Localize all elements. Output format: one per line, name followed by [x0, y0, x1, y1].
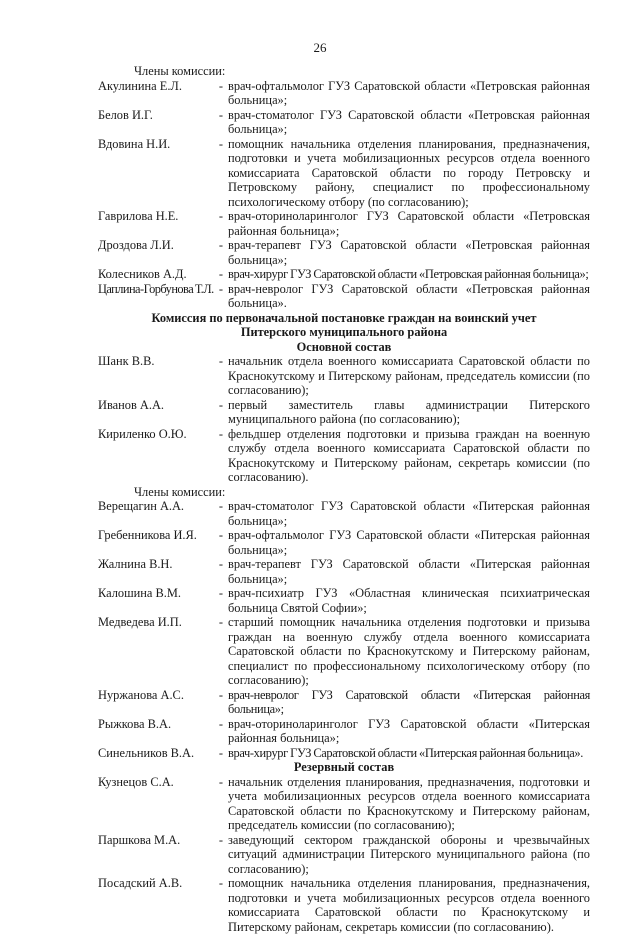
dash-separator: - — [218, 745, 224, 760]
member-row — [98, 427, 590, 485]
dash-separator: - — [218, 557, 224, 571]
member-name: Акулинина Е.Л. — [98, 78, 182, 93]
member-position: начальник отделения планирования, предназначения, подготовки и учета мобилизационных ресурсов отдела военного комиссариата Саратовской области по Краснокутскому и Питерскому районам, председатель комиссии (по согласованию); — [228, 774, 590, 832]
dash-separator: - — [218, 267, 224, 281]
member-name: Кузнецов С.А. — [98, 774, 174, 789]
member-name: Рыжкова В.А. — [98, 716, 172, 731]
dash-separator: - — [218, 832, 224, 847]
member-row — [98, 499, 590, 528]
dash-separator: - — [218, 209, 224, 223]
member-position: заведующий сектором гражданской обороны и чрезвычайных ситуаций администрации Питерского муниципального района (по согласованию); — [228, 832, 590, 876]
member-row — [98, 282, 590, 311]
dash-separator: - — [218, 716, 224, 731]
member-position: врач-оториноларинголог ГУЗ Саратовской области «Питерская районная больница»; — [228, 716, 590, 745]
section-heading: Питерского муниципального района — [240, 325, 448, 339]
member-name: Верещагин А.А. — [98, 499, 185, 513]
member-name: Иванов А.А. — [98, 397, 165, 412]
member-position: первый заместитель главы администрации Питерского муниципального района (по согласованию); — [228, 397, 590, 426]
dash-separator: - — [218, 136, 224, 151]
member-position: врач-оториноларинголог ГУЗ Саратовской области «Петровская районная больница»; — [228, 209, 590, 238]
member-position: врач-офтальмолог ГУЗ Саратовской области «Петровская районная больница»; — [228, 78, 590, 107]
member-position: фельдшер отделения подготовки и призыва граждан на военную службу отдела военного комиссариата Саратовской области по Краснокутскому и Питерскому районам, секретарь комиссии (по согласованию). — [228, 426, 590, 484]
page-number: 26 — [313, 40, 327, 55]
member-row — [98, 586, 590, 615]
document-body — [98, 64, 590, 934]
dash-separator: - — [218, 107, 224, 122]
member-row — [98, 267, 590, 282]
dash-separator: - — [218, 426, 224, 441]
member-name: Жалнина В.Н. — [98, 557, 173, 571]
member-position: врач-терапевт ГУЗ Саратовской области «Питерская районная больница»; — [228, 557, 590, 586]
member-name: Калошина В.М. — [98, 586, 181, 600]
member-row — [98, 775, 590, 833]
member-position: врач-невролог ГУЗ Саратовской области «Петровская районная больница». — [228, 281, 590, 310]
member-name: Нуржанова А.С. — [98, 687, 184, 702]
member-name: Дроздова Л.И. — [98, 238, 174, 252]
member-position: помощник начальника отделения планирования, предназначения, подготовки и учета мобилизационных ресурсов отдела военного комиссариата Саратовской области по городу Петровску и Петровскому району, специалист по профессиональному психологическому отбору (по согласованию); — [228, 136, 590, 209]
members-label: Члены комиссии: — [134, 64, 226, 78]
member-position: врач-невролог ГУЗ Саратовской области «Питерская районная больница»; — [228, 687, 590, 716]
member-row — [98, 238, 590, 267]
member-row — [98, 398, 590, 427]
member-row — [98, 528, 590, 557]
member-position: врач-стоматолог ГУЗ Саратовской области «Питерская районная больница»; — [228, 499, 590, 528]
member-row — [98, 137, 590, 210]
member-row — [98, 688, 590, 717]
member-name: Гаврилова Н.Е. — [98, 209, 179, 223]
member-row — [98, 876, 590, 934]
member-row — [98, 717, 590, 746]
members-label: Члены комиссии: — [134, 484, 226, 499]
dash-separator: - — [218, 238, 224, 252]
dash-separator: - — [218, 586, 224, 600]
member-position: врач-психиатр ГУЗ «Областная клиническая психиатрическая больница Святой Софии»; — [228, 586, 590, 615]
member-name: Шанк В.В. — [98, 354, 155, 368]
member-name: Гребенникова И.Я. — [98, 528, 197, 542]
member-row — [98, 108, 590, 137]
dash-separator: - — [218, 281, 224, 296]
member-name: Цаплина-Горбунова Т.Л. — [98, 281, 214, 296]
member-position: помощник начальника отделения планирования, предназначения, подготовки и учета мобилизационных ресурсов отдела военного комиссариата Саратовской области по Краснокутскому и Питерскому районам, секретарь комиссии (по согласованию). — [228, 876, 590, 934]
member-name: Посадский А.В. — [98, 876, 183, 890]
member-position: врач-стоматолог ГУЗ Саратовской области «Петровская районная больница»; — [228, 107, 590, 136]
member-name: Белов И.Г. — [98, 107, 153, 122]
member-row — [98, 746, 590, 761]
dash-separator: - — [218, 774, 224, 789]
member-row — [98, 79, 590, 108]
member-row — [98, 354, 590, 398]
section-heading: Основной состав — [296, 339, 392, 354]
member-position: старший помощник начальника отделения подготовки и призыва граждан на военную службу отдела военного комиссариата Саратовской области по Краснокутскому и Питерскому районам, специалист по профессиональному психологическому отбору (по согласованию); — [228, 615, 590, 687]
dash-separator: - — [218, 354, 224, 368]
section-heading: Комиссия по первоначальной постановке граждан на воинский учет — [151, 310, 537, 325]
member-row — [98, 615, 590, 688]
member-position: врач-терапевт ГУЗ Саратовской области «Петровская районная больница»; — [228, 238, 590, 267]
member-name: Синельников В.А. — [98, 745, 195, 760]
member-position: врач-хирург ГУЗ Саратовской области «Петровская районная больница»; — [228, 267, 589, 281]
member-row — [98, 557, 590, 586]
section-heading: Резервный состав — [293, 760, 395, 774]
member-row — [98, 209, 590, 238]
member-position: начальник отдела военного комиссариата Саратовской области по Краснокутскому и Питерскому районам, председатель комиссии (по согласованию); — [228, 354, 590, 397]
dash-separator: - — [218, 615, 224, 629]
dash-separator: - — [218, 397, 224, 412]
member-name: Колесников А.Д. — [98, 267, 187, 281]
member-name: Кириленко О.Ю. — [98, 426, 187, 441]
dash-separator: - — [218, 687, 224, 702]
member-name: Медведева И.П. — [98, 615, 182, 629]
member-name: Паршкова М.А. — [98, 832, 181, 847]
dash-separator: - — [218, 876, 224, 890]
dash-separator: - — [218, 499, 224, 513]
member-position: врач-хирург ГУЗ Саратовской области «Питерская районная больница». — [228, 745, 583, 760]
dash-separator: - — [218, 78, 224, 93]
member-row — [98, 833, 590, 877]
member-position: врач-офтальмолог ГУЗ Саратовской области «Питерская районная больница»; — [228, 528, 590, 557]
dash-separator: - — [218, 528, 224, 542]
member-name: Вдовина Н.И. — [98, 136, 171, 151]
